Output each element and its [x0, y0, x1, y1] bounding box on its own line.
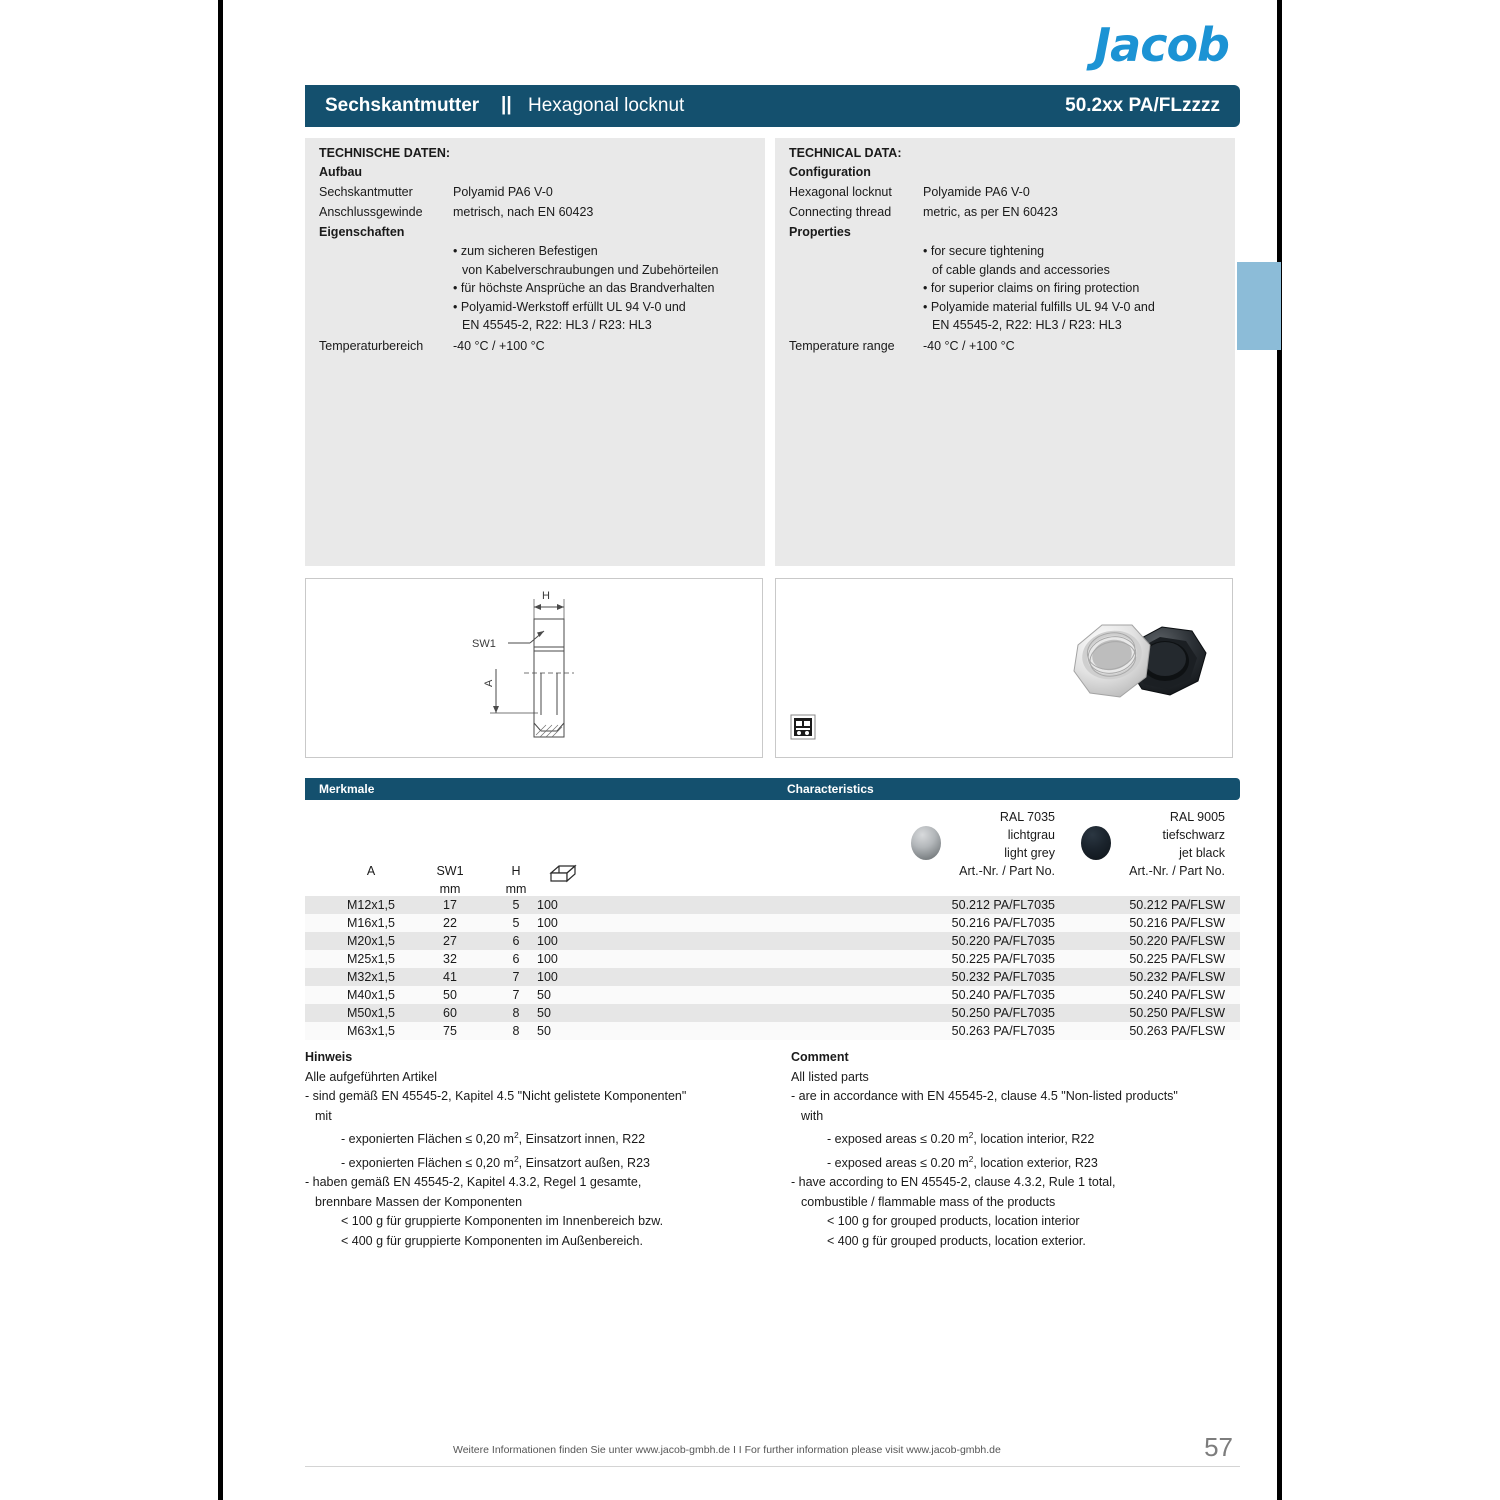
note-line: - exposed areas ≤ 0.20 $m^2$, location exterior, R23	[827, 1153, 1098, 1170]
spec-subtitle-en: Configuration	[789, 165, 871, 179]
ral-code: RAL 7035	[999, 810, 1055, 824]
table-row[interactable]	[305, 1004, 1240, 1022]
spec-row-label: Anschlussgewinde	[319, 205, 423, 219]
color-swatch-light-grey	[911, 826, 941, 860]
cell-partno-light-grey: 50.250 PA/FL7035	[951, 1006, 1055, 1020]
note-line: - exponierten Flächen ≤ 0,20 $m^2$, Einsatzort außen, R23	[341, 1153, 650, 1170]
cell-partno-light-grey: 50.220 PA/FL7035	[951, 934, 1055, 948]
note-line: All listed parts	[791, 1069, 869, 1084]
note-line: Alle aufgeführten Artikel	[305, 1069, 438, 1084]
note-heading-de: Hinweis	[305, 1050, 353, 1064]
spec-bullet: • Polyamid-Werkstoff erfüllt UL 94 V-0 und	[453, 299, 686, 314]
railway-icon	[790, 714, 816, 740]
part-code-badge: 50.2xx PA/FLzzzz	[1065, 95, 1220, 116]
cell-packing-unit: 100	[537, 934, 558, 948]
cell-packing-unit: 100	[537, 898, 558, 912]
color-name-en: jet black	[1179, 846, 1225, 860]
cell-partno-jet-black: 50.216 PA/FLSW	[1129, 916, 1225, 930]
title-separator: ||	[501, 94, 512, 115]
color-name-de: tiefschwarz	[1162, 828, 1225, 842]
table-row[interactable]	[305, 986, 1240, 1004]
table-row[interactable]	[305, 932, 1240, 950]
table-row[interactable]	[305, 1022, 1240, 1040]
color-name-de: lichtgrau	[1007, 828, 1055, 842]
chapter-index-tab	[1237, 262, 1281, 350]
spec-bullet: • for secure tightening	[923, 244, 1045, 258]
cell-sw1: 17	[443, 898, 457, 912]
table-row[interactable]	[305, 950, 1240, 968]
characteristics-bar	[305, 778, 1240, 800]
spec-temp-value-en: -40 °C / +100 °C	[923, 339, 1015, 353]
technical-data-panel-de	[305, 138, 765, 566]
note-line: - haben gemäß EN 45545-2, Kapitel 4.3.2, Regel 1 gesamte,	[305, 1175, 642, 1190]
note-line: mit	[315, 1108, 332, 1123]
cell-size-a: M25x1,5	[347, 952, 395, 966]
cell-partno-light-grey: 50.240 PA/FL7035	[951, 988, 1055, 1002]
cell-packing-unit: 50	[537, 1006, 551, 1020]
characteristics-label-en: Characteristics	[787, 782, 874, 796]
cell-partno-jet-black: 50.225 PA/FLSW	[1129, 952, 1225, 966]
table-row[interactable]	[305, 896, 1240, 914]
col-header-sw1-unit: mm	[439, 882, 461, 896]
table-body	[305, 896, 1240, 1040]
cell-partno-light-grey: 50.212 PA/FL7035	[951, 898, 1055, 912]
note-line: < 400 g für grouped products, location exterior.	[827, 1233, 1086, 1248]
footer-text: Weitere Informationen finden Sie unter www.jacob-gmbh.de I I For further information please visit www.jacob-gmbh.de	[453, 1444, 1001, 1456]
spec-bullet: • for superior claims on firing protection	[923, 281, 1140, 295]
cell-sw1: 32	[443, 952, 457, 966]
spec-row-label: Connecting thread	[789, 205, 892, 219]
spec-bullet: • Polyamide material fulfills UL 94 V-0 and	[923, 299, 1155, 314]
spec-properties-list-en	[923, 242, 1155, 335]
cell-packing-unit: 50	[537, 988, 551, 1002]
note-line: - exposed areas ≤ 0.20 $m^2$, location interior, R22	[827, 1130, 1095, 1147]
cell-h: 7	[512, 988, 520, 1002]
cell-partno-light-grey: 50.263 PA/FL7035	[951, 1024, 1055, 1038]
color-name-en: light grey	[1004, 846, 1055, 860]
spec-bullet-cont: EN 45545-2, R22: HL3 / R23: HL3	[932, 318, 1122, 332]
spec-bullet: • für höchste Ansprüche an das Brandverhalten	[453, 281, 715, 295]
dimension-label-a: A	[483, 679, 495, 687]
technical-data-panel-en	[775, 138, 1235, 566]
footer-divider	[305, 1466, 1240, 1467]
note-line: - are in accordance with EN 45545-2, clause 4.5 "Non-listed products"	[791, 1089, 1178, 1103]
page-frame	[218, 0, 1282, 1500]
cell-sw1: 60	[443, 1006, 457, 1020]
note-line: combustible / flammable mass of the products	[801, 1194, 1056, 1209]
cell-size-a: M16x1,5	[347, 916, 395, 930]
note-line: with	[801, 1108, 824, 1123]
cell-partno-light-grey: 50.225 PA/FL7035	[951, 952, 1055, 966]
cell-size-a: M40x1,5	[347, 988, 395, 1002]
product-table	[305, 806, 1240, 1040]
note-line: brennbare Massen der Komponenten	[315, 1194, 523, 1209]
cell-size-a: M63x1,5	[347, 1024, 395, 1038]
partno-label: Art.-Nr. / Part No.	[959, 864, 1055, 878]
spec-row-label: Hexagonal locknut	[789, 185, 892, 199]
ral-code: RAL 9005	[1169, 810, 1225, 824]
locknut-product-photo	[1066, 605, 1216, 733]
grey-locknut	[1074, 625, 1150, 697]
jacob-logo: Jacob	[1094, 18, 1229, 72]
spec-subtitle-de: Aufbau	[319, 165, 363, 179]
dimension-label-sw1: SW1	[472, 638, 496, 650]
cell-sw1: 27	[443, 934, 457, 948]
col-header-h: H	[511, 864, 521, 878]
page-content	[223, 0, 1277, 1500]
cell-packing-unit: 100	[537, 916, 558, 930]
spec-row-value: Polyamide PA6 V-0	[923, 185, 1030, 199]
note-line: - exponierten Flächen ≤ 0,20 $m^2$, Einsatzort innen, R22	[341, 1130, 646, 1147]
cell-h: 8	[512, 1024, 520, 1038]
partno-label: Art.-Nr. / Part No.	[1129, 864, 1225, 878]
cell-h: 6	[512, 934, 520, 948]
packing-unit-icon	[547, 860, 579, 886]
table-row[interactable]	[305, 968, 1240, 986]
col-header-sw1: SW1	[436, 864, 464, 878]
col-header-a: A	[366, 864, 376, 878]
page-title-en: Hexagonal locknut	[528, 95, 685, 116]
page-number: 57	[1204, 1432, 1233, 1462]
cell-partno-jet-black: 50.240 PA/FLSW	[1129, 988, 1225, 1002]
cell-sw1: 41	[443, 970, 457, 984]
spec-bullet-cont: of cable glands and accessories	[932, 262, 1110, 277]
cell-packing-unit: 100	[537, 952, 558, 966]
cell-size-a: M50x1,5	[347, 1006, 395, 1020]
note-line: < 400 g für gruppierte Komponenten im Außenbereich.	[341, 1233, 643, 1248]
cell-sw1: 50	[443, 988, 457, 1002]
spec-bullet: • zum sicheren Befestigen	[453, 244, 598, 258]
note-heading-en: Comment	[791, 1050, 849, 1064]
note-line: < 100 g for grouped products, location interior	[827, 1214, 1080, 1229]
cell-packing-unit: 100	[537, 970, 558, 984]
color-swatch-jet-black	[1081, 826, 1111, 860]
cell-h: 6	[512, 952, 520, 966]
cell-partno-light-grey: 50.232 PA/FL7035	[951, 970, 1055, 984]
spec-row-value: Polyamid PA6 V-0	[453, 185, 553, 199]
locknut-cross-section-drawing	[446, 585, 626, 753]
table-row[interactable]	[305, 914, 1240, 932]
cell-sw1: 22	[443, 916, 457, 930]
cell-partno-jet-black: 50.212 PA/FLSW	[1129, 898, 1225, 912]
note-block-de	[305, 1048, 775, 1251]
col-header-h-unit: mm	[505, 882, 527, 896]
spec-temp-value-de: -40 °C / +100 °C	[453, 339, 545, 353]
note-line: < 100 g für gruppierte Komponenten im Innenbereich bzw.	[341, 1214, 664, 1229]
cell-h: 7	[512, 970, 520, 984]
spec-title-de: TECHNISCHE DATEN:	[319, 146, 451, 160]
page-title-de: Sechskantmutter	[325, 95, 480, 116]
cell-packing-unit: 50	[537, 1024, 551, 1038]
spec-bullet-cont: EN 45545-2, R22: HL3 / R23: HL3	[462, 318, 652, 332]
note-block-en	[791, 1048, 1261, 1251]
cell-h: 5	[512, 898, 520, 912]
cell-partno-jet-black: 50.263 PA/FLSW	[1129, 1024, 1225, 1038]
spec-temp-label-en: Temperature range	[789, 339, 895, 353]
cell-partno-jet-black: 50.232 PA/FLSW	[1129, 970, 1225, 984]
cell-size-a: M12x1,5	[347, 898, 395, 912]
spec-properties-list-de	[453, 242, 718, 335]
table-header	[305, 806, 1240, 896]
cell-partno-jet-black: 50.250 PA/FLSW	[1129, 1006, 1225, 1020]
cell-size-a: M20x1,5	[347, 934, 395, 948]
spec-title-en: TECHNICAL DATA:	[789, 146, 902, 160]
note-line: - have according to EN 45545-2, clause 4.3.2, Rule 1 total,	[791, 1175, 1116, 1190]
cell-h: 8	[512, 1006, 520, 1020]
product-photo-box	[775, 578, 1233, 758]
spec-properties-heading-de: Eigenschaften	[319, 225, 405, 239]
cell-size-a: M32x1,5	[347, 970, 395, 984]
spec-bullet-cont: von Kabelverschraubungen und Zubehörteilen	[462, 262, 719, 277]
page-title-bar	[305, 85, 1240, 127]
spec-row-value: metrisch, nach EN 60423	[453, 205, 594, 219]
spec-row-label: Sechskantmutter	[319, 185, 413, 199]
cell-partno-jet-black: 50.220 PA/FLSW	[1129, 934, 1225, 948]
technical-drawing-box	[305, 578, 763, 758]
cell-sw1: 75	[443, 1024, 457, 1038]
dimension-label-h: H	[542, 590, 550, 602]
spec-properties-heading-en: Properties	[789, 225, 851, 239]
cell-partno-light-grey: 50.216 PA/FL7035	[951, 916, 1055, 930]
spec-temp-label-de: Temperaturbereich	[319, 339, 424, 353]
spec-row-value: metric, as per EN 60423	[923, 205, 1058, 219]
cell-h: 5	[512, 916, 520, 930]
characteristics-label-de: Merkmale	[319, 782, 375, 796]
note-line: - sind gemäß EN 45545-2, Kapitel 4.5 "Nicht gelistete Komponenten"	[305, 1089, 687, 1103]
